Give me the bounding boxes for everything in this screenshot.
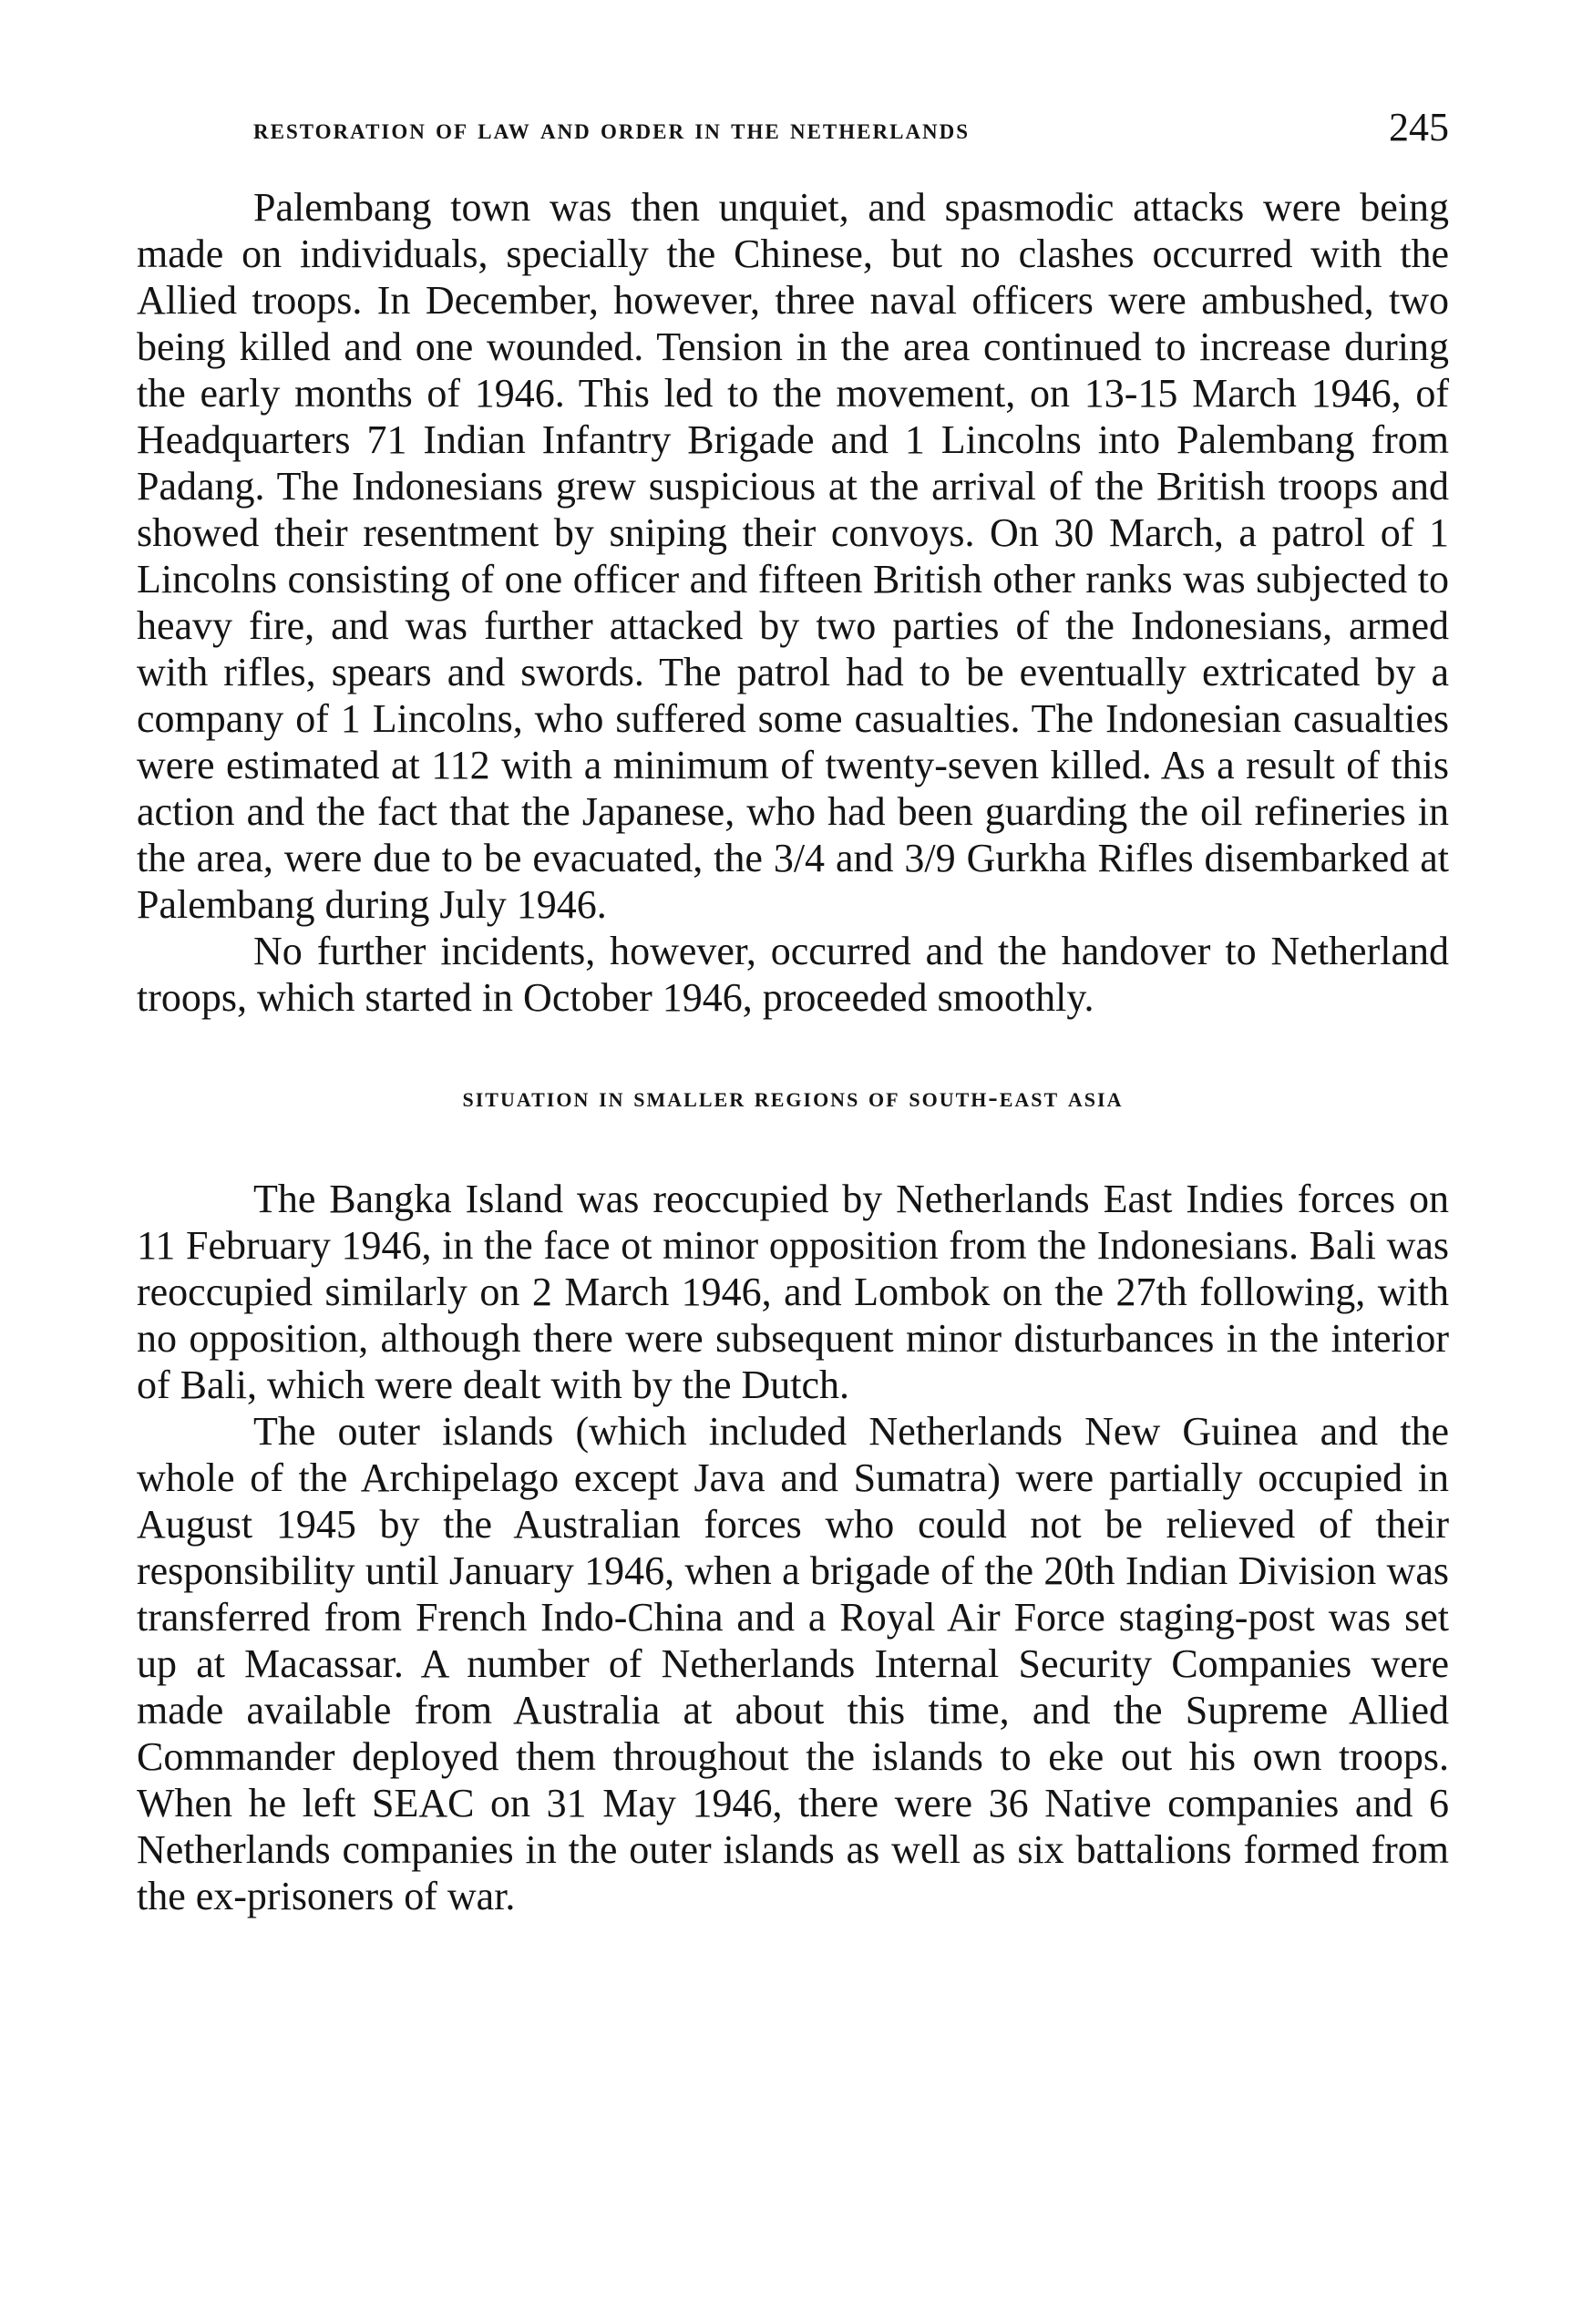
paragraph-bangka-bali: The Bangka Island was reoccupied by Netherlands East Indies forces on 11 February 1946, in the face ot minor opposition from the Indonesians. Bali was reoccupied similarly on 2 March 1946, and Lombok on the 27th following, with no opposition, although there were subsequent minor disturbances in the interior of Bali, which were dealt with by the Dutch. <box>137 1177 1449 1407</box>
body-text <box>137 184 1449 1919</box>
page-number: 245 <box>1389 105 1449 149</box>
book-page <box>137 91 1449 2260</box>
paragraph-handover: No further incidents, however, occurred and the handover to Netherland troops, which started in October 1946, proceeded smoothly. <box>137 929 1449 1020</box>
running-header <box>137 100 1449 173</box>
running-title: restoration of law and order in the netherlands <box>253 113 971 146</box>
paragraph-outer-islands: The outer islands (which included Netherlands New Guinea and the whole of the Archipelago except Java and Sumatra) were partially occupied in August 1945 by the Australian forces who could not be relieved of their responsibility until January 1946, when a brigade of the 20th Indian Division was transferred from French Indo-China and a Royal Air Force staging-post was set up at Macassar. A number of Netherlands Internal Security Companies were made available from Australia at about this time, and the Supreme Allied Commander deployed them throughout the islands to eke out his own troops. When he left SEAC on 31 May 1946, there were 36 Native companies and 6 Netherlands companies in the outer islands as well as six battalions formed from the ex-prisoners of war. <box>137 1409 1449 1918</box>
section-heading: situation in smaller regions of south-east asia <box>462 1081 1124 1113</box>
paragraph-palembang: Palembang town was then unquiet, and spasmodic attacks were being made on individuals, specially the Chinese, but no clashes occurred with the Allied troops. In December, however, three naval officers were ambushed, two being killed and one wounded. Tension in the area continued to increase during the early months of 1946. This led to the movement, on 13-15 March 1946, of Headquarters 71 Indian Infantry Brigade and 1 Lincolns into Palembang from Padang. The Indonesians grew suspicious at the arrival of the British troops and showed their resentment by sniping their convoys. On 30 March, a patrol of 1 Lincolns consisting of one officer and fifteen British other ranks was subjected to heavy fire, and was further attacked by two parties of the Indonesians, armed with rifles, spears and swords. The patrol had to be eventually extricated by a company of 1 Lincolns, who suffered some casualties. The Indonesian casualties were estimated at 112 with a minimum of twenty-seven killed. As a result of this action and the fact that the Japanese, who had been guarding the oil refineries in the area, were due to be evacuated, the 3/4 and 3/9 Gurkha Rifles disembarked at Palembang during July 1946. <box>137 185 1449 927</box>
